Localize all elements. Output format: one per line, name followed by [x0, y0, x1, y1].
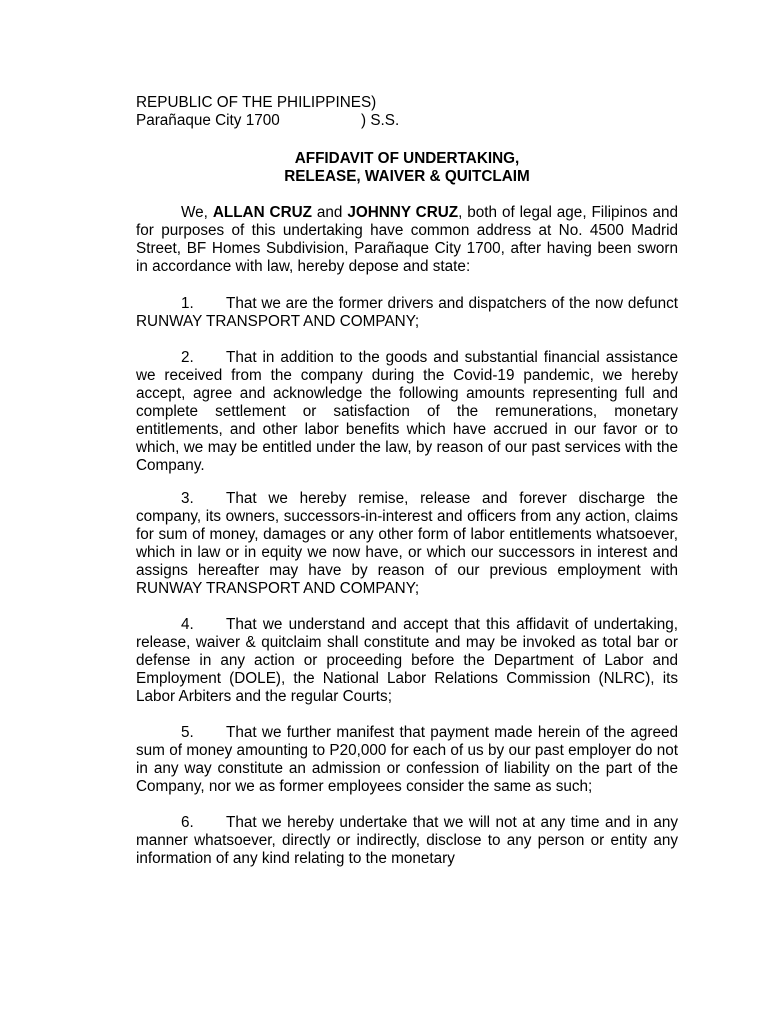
affiant-name-1: ALLAN CRUZ: [212, 204, 313, 221]
venue-republic-line: [136, 94, 678, 112]
numbered-paragraph-5: [136, 724, 678, 796]
paragraph-text: That we understand and accept that this affidavit of undertaking, release, waiver & quitclaim shall constitute and may be invoked as total bar or defense in any action or proceeding before the Department of Labor and Employment (DOLE), the National Labor Relations Commission (NLRC), its Labor Arbiters and the regular Courts;: [136, 616, 678, 705]
numbered-paragraph-6: [136, 814, 678, 868]
numbered-paragraph-1: [136, 295, 678, 331]
numbered-paragraph-2: [136, 349, 678, 475]
intro-post: , both of legal age, Filipinos and for purposes of this undertaking have common address at No. 4500 Madrid Street, BF Homes Subdivision, Parañaque City 1700, after having been sworn in accordance with law, hereby depose and state:: [136, 204, 678, 275]
document-page: [136, 94, 678, 868]
paragraph-text: That in addition to the goods and substantial financial assistance we received from the company during the Covid-19 pandemic, we hereby accept, agree and acknowledge the following amounts representing full and complete settlement or satisfaction of the remunerations, monetary entitlements, and other labor benefits which have accrued in our favor or to which, we may be entitled under the law, by reason of our past services with the Company.: [136, 349, 678, 474]
affiant-name-2: JOHNNY CRUZ: [347, 204, 459, 221]
paragraph-number: 3.: [181, 490, 194, 507]
numbered-paragraph-3: [136, 490, 678, 598]
intro-paragraph: [136, 204, 678, 276]
venue-ss-text: ) S.S.: [361, 112, 400, 129]
venue-republic-text: REPUBLIC OF THE PHILIPPINES): [136, 94, 377, 111]
intro-pre: We,: [181, 204, 213, 221]
venue-city-line: [136, 112, 678, 130]
paragraph-number: 5.: [181, 724, 194, 741]
title-line-1: AFFIDAVIT OF UNDERTAKING,: [294, 150, 520, 167]
paragraph-number: 4.: [181, 616, 194, 633]
document-title: [136, 150, 678, 186]
venue-city-text: Parañaque City 1700: [136, 112, 280, 129]
paragraph-text: That we further manifest that payment made herein of the agreed sum of money amounting to P20,000 for each of us by our past employer do not in any way constitute an admission or confession of liability on the part of the Company, nor we as former employees consider the same as such;: [136, 724, 678, 795]
intro-mid: and: [312, 204, 348, 221]
paragraph-number: 2.: [181, 349, 194, 366]
paragraph-text: That we hereby remise, release and forever discharge the company, its owners, successors-in-interest and officers from any action, claims for sum of money, damages or any other form of labor entitlements whatsoever, which in law or in equity we now have, or which our successors in interest and assigns hereafter may have by reason of our previous employment with RUNWAY TRANSPORT AND COMPANY;: [136, 490, 678, 597]
paragraph-number: 1.: [181, 295, 194, 312]
paragraph-number: 6.: [181, 814, 194, 831]
numbered-paragraph-4: [136, 616, 678, 706]
venue-block: [136, 94, 678, 130]
paragraph-text: That we hereby undertake that we will not at any time and in any manner whatsoever, directly or indirectly, disclose to any person or entity any information of any kind relating to the monetary: [136, 814, 678, 867]
paragraph-text: That we are the former drivers and dispatchers of the now defunct RUNWAY TRANSPORT AND COMPANY;: [136, 295, 678, 330]
title-line-2: RELEASE, WAIVER & QUITCLAIM: [284, 168, 530, 185]
